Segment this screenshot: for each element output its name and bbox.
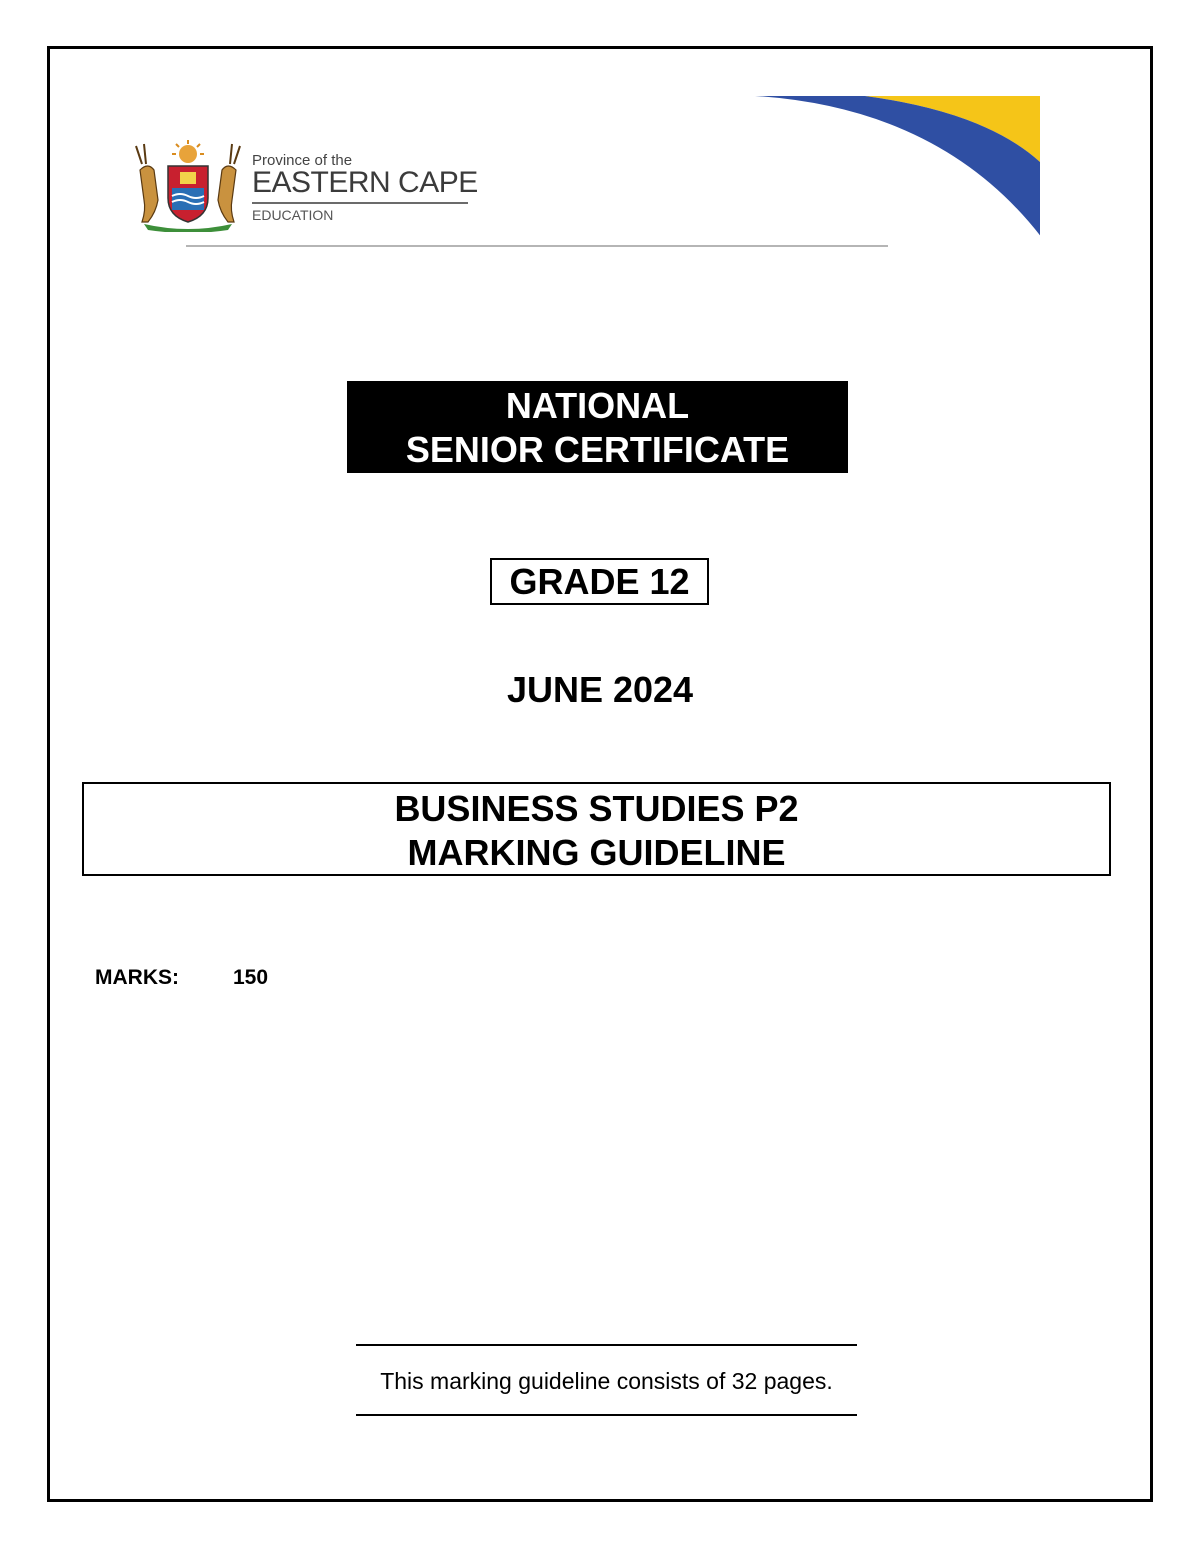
page-count-note: This marking guideline consists of 32 pages. (380, 1368, 833, 1394)
footer-divider-bottom (356, 1414, 857, 1416)
grade-label: GRADE 12 (490, 558, 709, 605)
national-senior-certificate-banner (347, 381, 848, 473)
swoosh-graphic-icon (735, 92, 1045, 242)
logo-divider (252, 202, 468, 204)
marks-label: MARKS: (95, 966, 179, 989)
title-line-senior-certificate: SENIOR CERTIFICATE (405, 429, 790, 470)
logo-line-eastern-cape: EASTERN CAPE (252, 166, 478, 199)
page-border (47, 46, 1153, 1502)
footer-divider-top (356, 1344, 857, 1346)
marks-value: 150 (233, 966, 269, 989)
header-divider (186, 245, 888, 247)
subject-title-box (82, 782, 1111, 876)
logo-line-education: EDUCATION (252, 207, 334, 223)
subject-line-guideline: MARKING GUIDELINE (407, 832, 786, 873)
eastern-cape-logo (252, 152, 482, 232)
logo-line-province: Province of the (252, 152, 353, 169)
exam-date: JUNE 2024 (506, 669, 694, 710)
title-line-national: NATIONAL (505, 385, 690, 426)
coat-of-arms-icon (128, 140, 248, 232)
subject-line-paper: BUSINESS STUDIES P2 (394, 788, 799, 829)
